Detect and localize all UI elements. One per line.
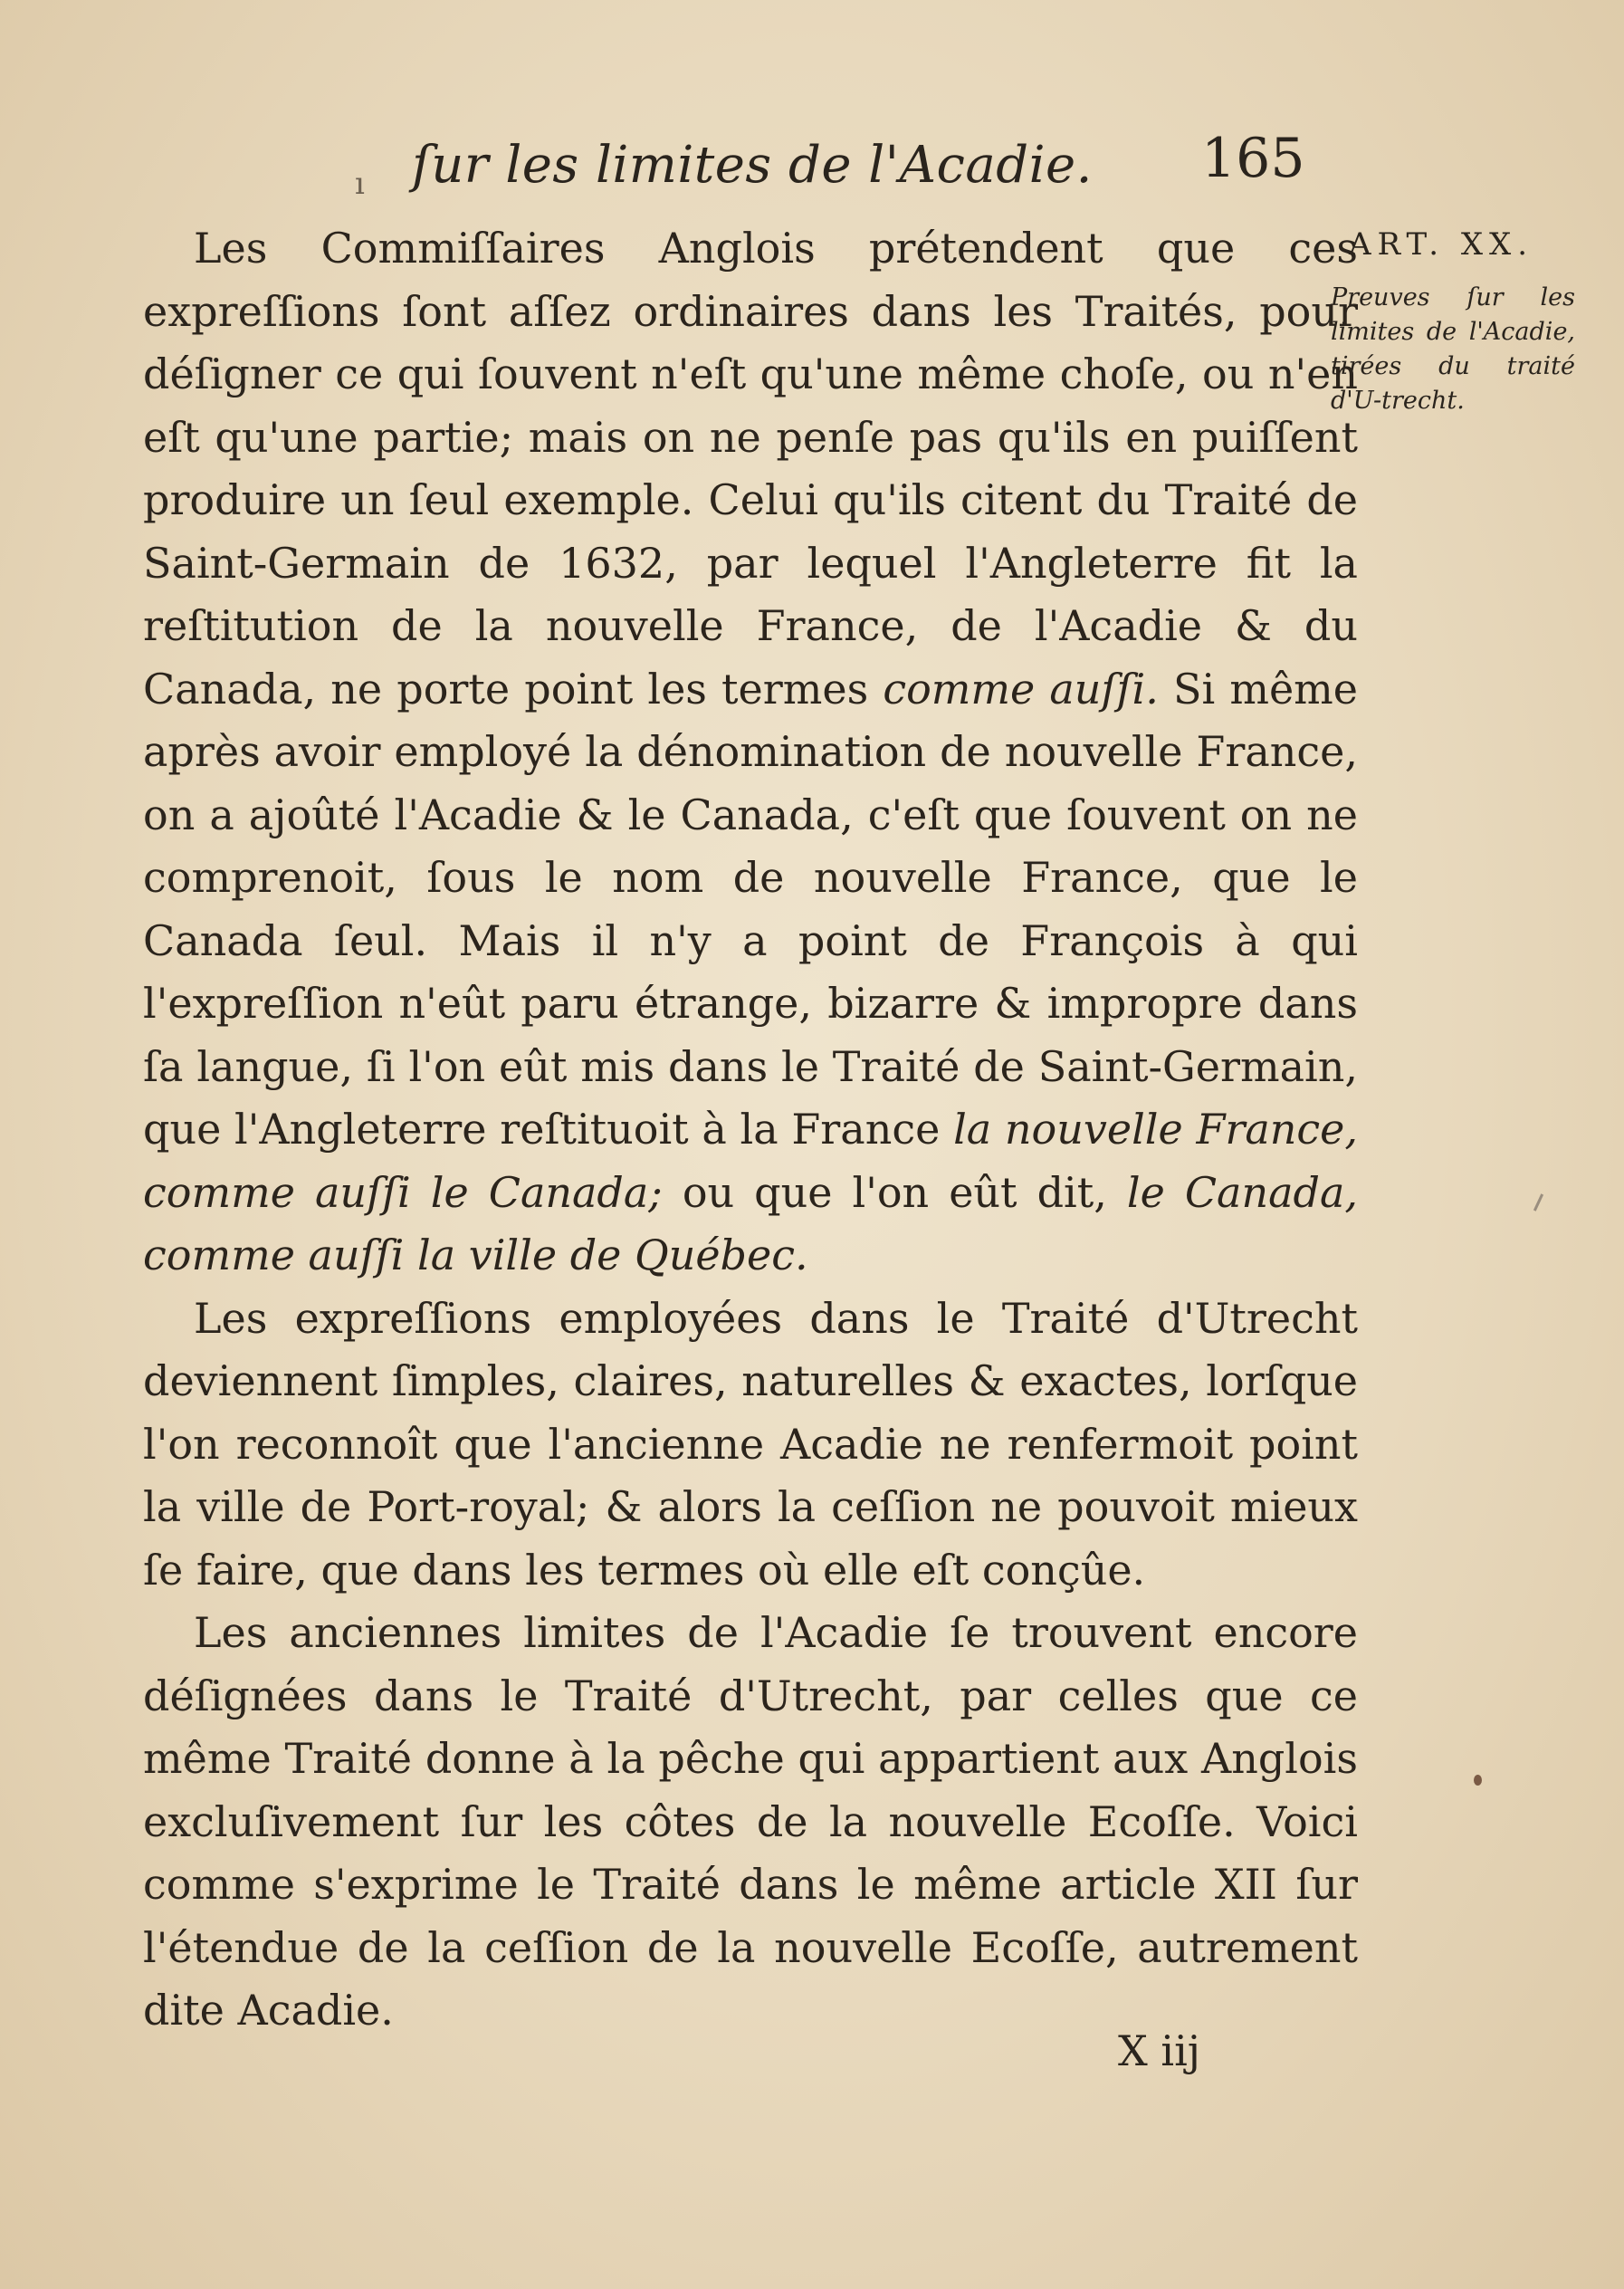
foxing-spot [1474, 1775, 1482, 1786]
signature-mark: X iij [1118, 2026, 1201, 2075]
paragraph-1-italic-3: le Canada, comme auſſi la ville de Québec. [143, 1167, 1358, 1279]
paragraph-1 [143, 217, 1358, 1288]
paragraph-1-text-c: ou que l'on eût dit, [662, 1167, 1127, 1217]
paragraph-1-italic-1: comme auſſi. [883, 664, 1159, 714]
marginal-article-heading: ART. XX. [1349, 226, 1534, 263]
ink-speck: ı [355, 166, 365, 202]
paragraph-2: Les expreſſions employées dans le Traité d'Utrecht deviennent ſimples, claires, naturelles & exactes, lorſque l'on reconnoît que l'ancienne Acadie ne renfermoit point la ville de Port-royal; & alors la ceſſion ne pouvoit mieux ſe faire, que dans les termes où elle eſt conçûe. [143, 1293, 1358, 1595]
paragraph-1-text-b: Si même après avoir employé la dénomination de nouvelle France, on a ajoûté l'Acadie & le Canada, c'eſt que ſouvent on ne comprenoit, ſous le nom de nouvelle France, que le Canada ſeul. Mais il n'y a point de François à qui l'expreſſion n'eût paru étrange, bizarre & impropre dans ſa langue, ſi l'on eût mis dans le Traité de Saint-Germain, que l'Angleterre reſtituoit à la France [143, 664, 1359, 1154]
page-number: 165 [1201, 127, 1305, 190]
paper-mark [1533, 1193, 1543, 1211]
paragraph-1-text: Les Commiſſaires Anglois prétendent que ces expreſſions ſont aſſez ordinaires dans les Traités, pour déſigner ce qui ſouvent n'eſt qu'une même choſe, ou n'en eſt qu'une partie; mais on ne penſe pas qu'ils en puiſſent produire un ſeul exemple. Celui qu'ils citent du Traité de Saint-Germain de 1632, par lequel l'Angleterre fit la reſtitution de la nouvelle France, de l'Acadie & du Canada, ne porte point les termes [143, 224, 1358, 714]
body-text [143, 217, 1358, 2043]
marginal-note: Preuves ſur les limites de l'Acadie, tirées du traité d'U-trecht. [1331, 283, 1575, 415]
paragraph-3: Les anciennes limites de l'Acadie ſe trouvent encore déſignées dans le Traité d'Utrecht, par celles que ce même Traité donne à la pêche qui appartient aux Anglois excluſivement ſur les côtes de la nouvelle Ecoſſe. Voici comme s'exprime le Traité dans le même article XII ſur l'étendue de la ceſſion de la nouvelle Ecoſſe, autrement dite Acadie. [143, 1608, 1358, 2035]
paragraph-1-italic-2: la nouvelle France, comme auſſi le Canada; [143, 1105, 1359, 1217]
running-title: ſur les limites de l'Acadie. [412, 136, 1093, 195]
